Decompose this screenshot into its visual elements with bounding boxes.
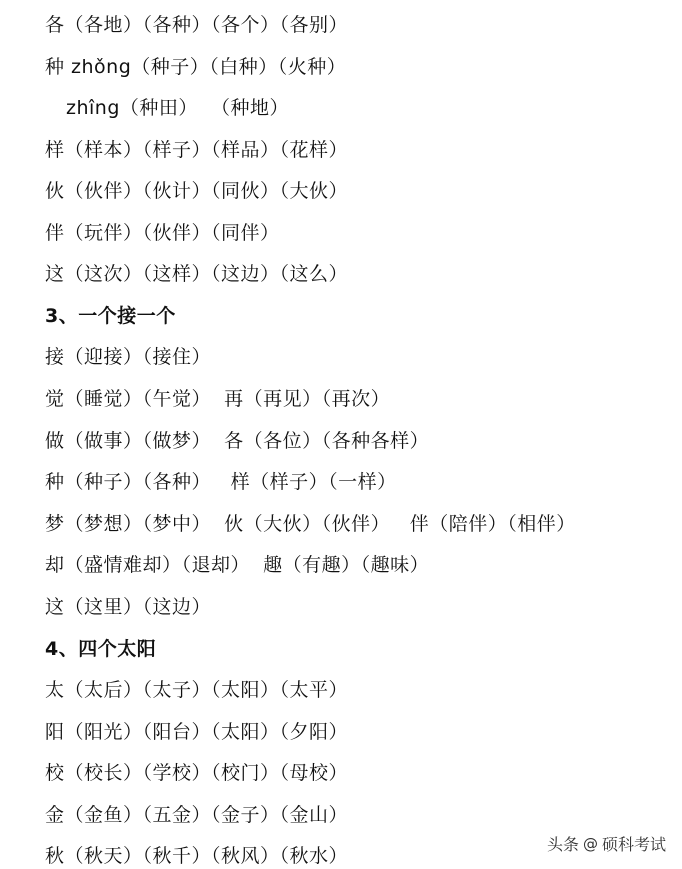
- text-line: 各（各地）（各种）（各个）（各别）: [45, 14, 349, 36]
- source-credit: [547, 832, 666, 855]
- text-line: 这（这次）（这样）（这边）（这么）: [45, 263, 349, 285]
- text-line: 这（这里）（这边）: [45, 596, 212, 618]
- text-line: 金（金鱼）（五金）（金子）（金山）: [45, 804, 349, 826]
- author-name: 硕科考试: [601, 835, 666, 854]
- text-line: 阳（阳光）（阳台）（太阳）（夕阳）: [45, 721, 349, 743]
- text-line: 种 zhǒng（种子）（白种）（火种）: [45, 56, 347, 78]
- text-line: 梦（梦想）（梦中） 伙（大伙）（伙伴） 伴（陪伴）（相伴）: [45, 513, 576, 535]
- source-name: 头条: [546, 835, 579, 854]
- text-line: 种（种子）（各种） 样（样子）（一样）: [45, 471, 397, 493]
- text-line: 校（校长）（学校）（校门）（母校）: [45, 762, 349, 784]
- text-line: zhîng（种田） （种地）: [66, 97, 289, 119]
- text-line: 做（做事）（做梦） 各（各位）（各种各样）: [45, 430, 430, 452]
- section-heading: 4、四个太阳: [45, 638, 157, 660]
- section-heading: 3、一个接一个: [45, 305, 176, 327]
- text-line: 伙（伙伴）（伙计）（同伙）（大伙）: [45, 180, 349, 202]
- text-line: 伴（玩伴）（伙伴）（同伴）: [45, 222, 280, 244]
- text-line: 太（太后）（太子）（太阳）（太平）: [45, 679, 349, 701]
- text-line: 觉（睡觉）（午觉） 再（再见）（再次）: [45, 388, 391, 410]
- text-line: 样（样本）（样子）（样品）（花样）: [45, 139, 349, 161]
- text-line: 秋（秋天）（秋千）（秋风）（秋水）: [45, 845, 349, 867]
- at-sign: @: [582, 834, 598, 853]
- text-line: 却（盛情难却）（退却） 趣（有趣）（趣味）: [45, 554, 430, 576]
- text-line: 接（迎接）（接住）: [45, 346, 212, 368]
